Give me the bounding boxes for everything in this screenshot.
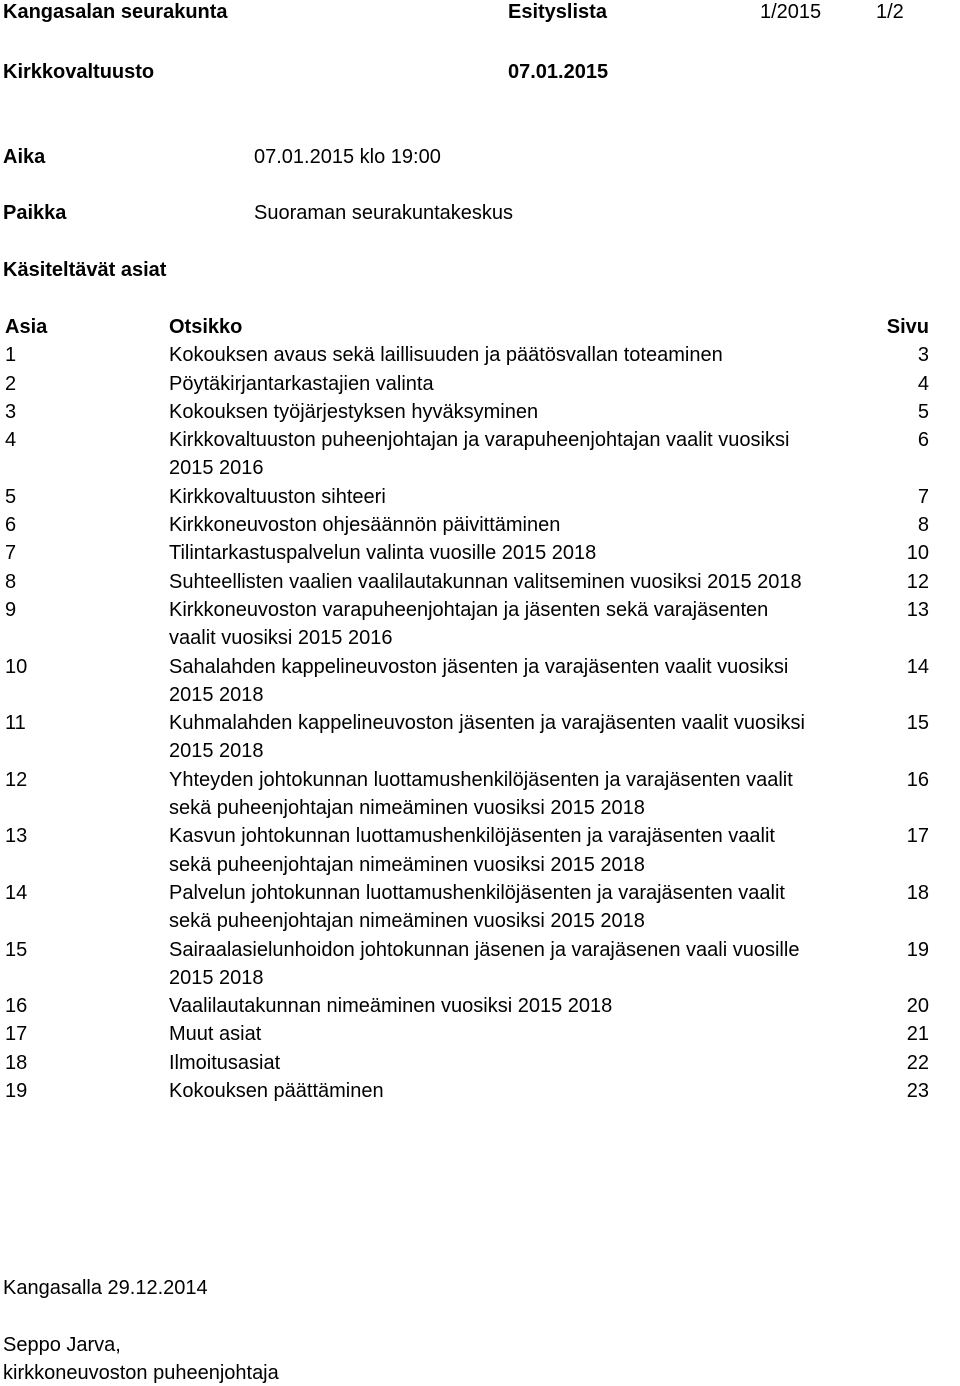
table-row: [0, 539, 960, 567]
agenda-item-title: Pöytäkirjantarkastajien valinta: [169, 372, 434, 395]
agenda-item-title: Kirkkoneuvoston varapuheenjohtajan ja jäsenten sekä varajäsenten vaalit vuosiksi 2015 2016: [169, 598, 769, 650]
governing-body: Kirkkovaltuusto: [3, 61, 155, 83]
agenda-item-title: Palvelun johtokunnan luottamushenkilöjäsenten ja varajäsenten vaalit sekä puheenjohtajan nimeäminen vuosiksi 2015 2018: [169, 881, 785, 933]
document-number: 1/2015: [760, 1, 822, 23]
agenda-item-page: 20: [906, 995, 929, 1018]
section-title: Käsiteltävät asiat: [3, 259, 167, 281]
agenda-item-number: 9: [5, 598, 17, 621]
table-row: [0, 992, 960, 1020]
agenda-item-title: Suhteellisten vaalien vaalilautakunnan valitseminen vuosiksi 2015 2018: [169, 570, 802, 593]
agenda-item-number: 13: [5, 825, 28, 848]
agenda-item-page: 21: [906, 1023, 929, 1046]
agenda-item-number: 19: [5, 1080, 28, 1103]
agenda-item-page: 22: [906, 1051, 929, 1074]
agenda-item-number: 1: [5, 344, 17, 367]
column-header-page: Sivu: [886, 316, 929, 338]
agenda-item-title: Kirkkovaltuuston sihteeri: [169, 485, 386, 508]
agenda-item-number: 2: [5, 372, 17, 395]
column-header-number: Asia: [5, 316, 48, 338]
table-row: [0, 1049, 960, 1077]
agenda-item-page: 14: [906, 655, 929, 678]
agenda-item-title: Kirkkoneuvoston ohjesäännön päivittäminen: [169, 514, 561, 537]
table-row: [0, 936, 960, 993]
agenda-item-page: 3: [917, 344, 929, 367]
table-row: [0, 879, 960, 936]
table-row: [0, 709, 960, 766]
agenda-item-page: 15: [906, 712, 929, 735]
table-row: [0, 568, 960, 596]
agenda-item-number: 15: [5, 938, 28, 961]
agenda-item-page: 5: [917, 400, 929, 423]
table-row: [0, 398, 960, 426]
agenda-item-title: Muut asiat: [169, 1023, 262, 1046]
agenda-item-page: 23: [906, 1080, 929, 1103]
agenda-table: [0, 313, 960, 1105]
place-value: Suoraman seurakuntakeskus: [254, 202, 514, 224]
agenda-item-number: 4: [5, 429, 17, 452]
table-row: [0, 1020, 960, 1048]
agenda-rows: [0, 341, 960, 1105]
table-row: [0, 370, 960, 398]
agenda-item-number: 17: [5, 1023, 28, 1046]
agenda-item-number: 11: [5, 712, 26, 735]
agenda-item-number: 14: [5, 881, 28, 904]
meeting-date: 07.01.2015: [508, 61, 609, 83]
agenda-item-number: 7: [5, 542, 17, 565]
agenda-item-page: 12: [906, 570, 929, 593]
organization-name: Kangasalan seurakunta: [3, 1, 228, 23]
agenda-item-page: 6: [917, 429, 929, 452]
table-row: [0, 511, 960, 539]
agenda-item-title: Tilintarkastuspalvelun valinta vuosille 2015 2018: [169, 542, 597, 565]
agenda-item-title: Sahalahden kappelineuvoston jäsenten ja varajäsenten vaalit vuosiksi 2015 2018: [169, 655, 789, 706]
agenda-item-number: 5: [5, 485, 17, 508]
agenda-item-title: Kirkkovaltuuston puheenjohtajan ja varapuheenjohtajan vaalit vuosiksi 2015 2016: [169, 429, 790, 480]
agenda-item-page: 7: [917, 485, 929, 508]
table-row: [0, 1077, 960, 1105]
agenda-item-page: 17: [906, 825, 929, 848]
signer-title: kirkkoneuvoston puheenjohtaja: [3, 1362, 279, 1384]
table-row: [0, 822, 960, 879]
time-label: Aika: [3, 146, 46, 168]
agenda-item-page: 4: [917, 372, 929, 395]
table-row: [0, 766, 960, 823]
agenda-item-page: 19: [906, 938, 929, 961]
agenda-item-page: 13: [906, 598, 929, 621]
agenda-item-number: 16: [5, 995, 28, 1018]
table-row: [0, 653, 960, 710]
column-header-title: Otsikko: [169, 316, 243, 338]
agenda-item-title: Sairaalasielunhoidon johtokunnan jäsenen ja varajäsenen vaali vuosille 2015 2018: [169, 938, 800, 989]
agenda-item-number: 10: [5, 655, 28, 678]
agenda-item-title: Yhteyden johtokunnan luottamushenkilöjäsenten ja varajäsenten vaalit sekä puheenjohtajan nimeäminen vuosiksi 2015 2018: [169, 768, 793, 820]
agenda-item-number: 3: [5, 400, 17, 423]
agenda-item-title: Kokouksen työjärjestyksen hyväksyminen: [169, 400, 539, 423]
agenda-item-number: 8: [5, 570, 17, 593]
agenda-item-title: Kokouksen päättäminen: [169, 1080, 384, 1103]
time-value: 07.01.2015 klo 19:00: [254, 146, 441, 168]
agenda-item-page: 10: [906, 542, 929, 565]
table-row: [0, 483, 960, 511]
table-row: [0, 341, 960, 369]
agenda-item-title: Kuhmalahden kappelineuvoston jäsenten ja varajäsenten vaalit vuosiksi 2015 2018: [169, 712, 805, 763]
agenda-item-title: Vaalilautakunnan nimeäminen vuosiksi 2015 2018: [169, 995, 613, 1018]
table-row: [0, 426, 960, 483]
agenda-item-number: 6: [5, 514, 17, 537]
agenda-item-title: Ilmoitusasiat: [169, 1051, 281, 1074]
agenda-item-page: 16: [906, 768, 929, 791]
document-type: Esityslista: [508, 1, 607, 23]
agenda-item-number: 12: [5, 768, 28, 791]
agenda-item-title: Kasvun johtokunnan luottamushenkilöjäsenten ja varajäsenten vaalit sekä puheenjohtajan nimeäminen vuosiksi 2015 2018: [169, 825, 775, 876]
agenda-item-title: Kokouksen avaus sekä laillisuuden ja päätösvallan toteaminen: [169, 344, 723, 367]
agenda-header-row: [0, 313, 960, 341]
agenda-item-page: 8: [917, 514, 929, 537]
table-row: [0, 596, 960, 653]
agenda-item-page: 18: [906, 881, 929, 904]
place-and-date: Kangasalla 29.12.2014: [3, 1277, 208, 1299]
signer-name: Seppo Jarva,: [3, 1334, 121, 1356]
agenda-item-number: 18: [5, 1051, 28, 1074]
page-number: 1/2: [876, 1, 904, 23]
place-label: Paikka: [3, 202, 67, 224]
